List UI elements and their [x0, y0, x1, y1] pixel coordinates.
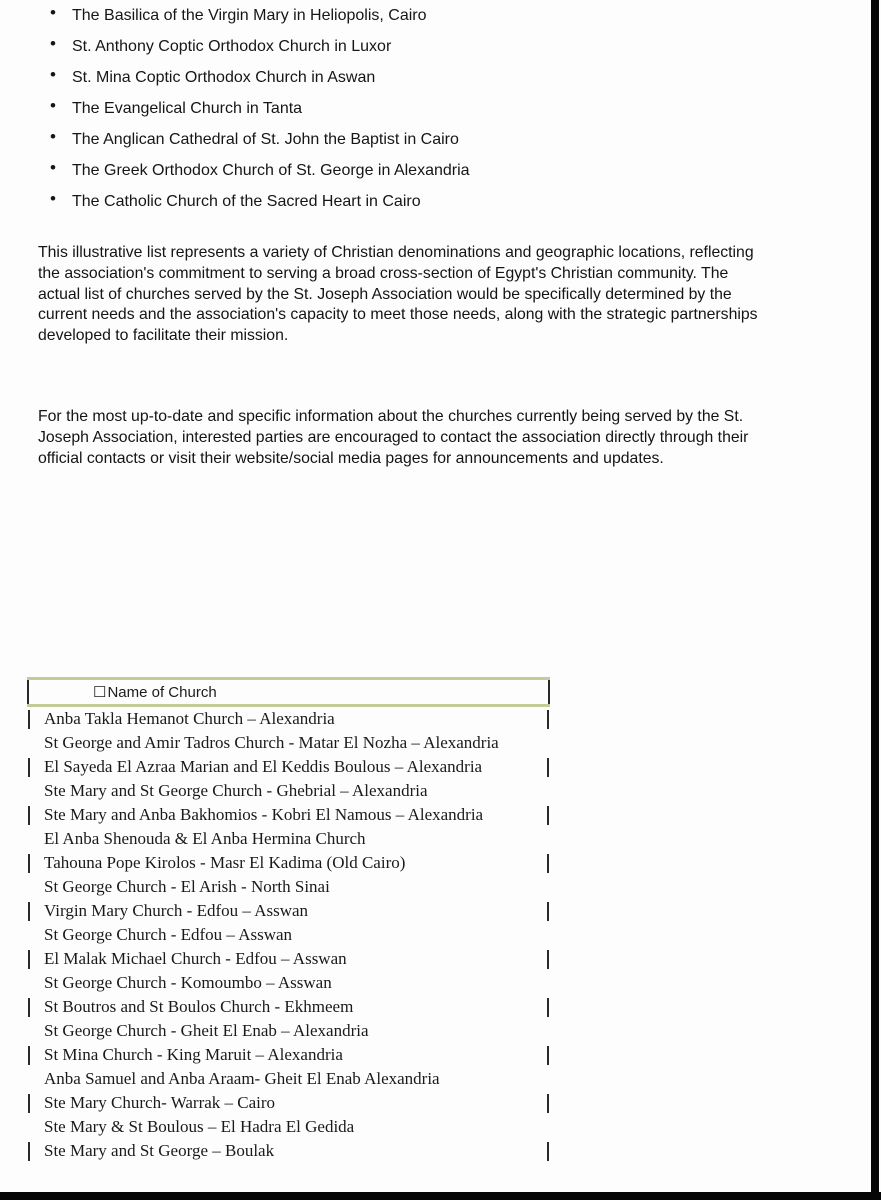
table-row	[28, 899, 549, 923]
church-name-cell: Virgin Mary Church - Edfou – Asswan	[28, 899, 549, 923]
table-row	[28, 803, 549, 827]
table-row	[28, 1043, 549, 1067]
table-row	[28, 1019, 549, 1043]
table-row	[28, 1139, 549, 1163]
bullet-item-text: The Evangelical Church in Tanta	[72, 100, 303, 117]
table-row	[28, 875, 549, 899]
table-row	[28, 851, 549, 875]
church-name-cell: Tahouna Pope Kirolos - Masr El Kadima (Old Cairo)	[28, 851, 549, 875]
bullet-item	[50, 31, 750, 62]
table-row	[28, 706, 549, 732]
church-name-cell: St George Church - Komoumbo – Asswan	[44, 973, 332, 992]
churches-table	[27, 677, 550, 1163]
table-row	[28, 779, 549, 803]
table-row	[28, 995, 549, 1019]
bullet-icon: •	[50, 65, 56, 84]
bullet-item-text: The Basilica of the Virgin Mary in Heliopolis, Cairo	[72, 7, 427, 24]
paragraph-contact-info: For the most up-to-date and specific information about the churches currently being served by the St. Joseph Association, interested parties are encouraged to contact the association directly through their official contacts or visit their website/social media pages for announcements and updates.	[38, 408, 749, 467]
bullet-item	[50, 0, 750, 31]
table-header-label: Name of Church	[107, 684, 217, 701]
bullet-item	[50, 155, 750, 186]
bullet-item	[50, 124, 750, 155]
church-name-cell: St George Church - Edfou – Asswan	[44, 925, 293, 944]
bullet-item-text: St. Anthony Coptic Orthodox Church in Luxor	[72, 38, 392, 55]
bullet-item	[50, 62, 750, 93]
bullet-icon: •	[50, 127, 56, 146]
bullet-item-text: St. Mina Coptic Orthodox Church in Aswan	[72, 69, 376, 86]
church-name-cell: Anba Takla Hemanot Church – Alexandria	[28, 706, 549, 732]
church-bullet-list	[50, 0, 750, 217]
bullet-icon: •	[50, 96, 56, 115]
bullet-item-text: The Greek Orthodox Church of St. George in Alexandria	[72, 162, 470, 179]
bullet-icon: •	[50, 34, 56, 53]
church-name-cell: Ste Mary and St George – Boulak	[28, 1139, 549, 1163]
bullet-item-text: The Anglican Cathedral of St. John the Baptist in Cairo	[72, 131, 459, 148]
table-row	[28, 1091, 549, 1115]
bullet-item-text: The Catholic Church of the Sacred Heart in Cairo	[72, 193, 421, 210]
church-name-cell: El Anba Shenouda & El Anba Hermina Church	[44, 829, 366, 848]
church-name-cell: El Sayeda El Azraa Marian and El Keddis Boulous – Alexandria	[28, 755, 549, 779]
church-name-cell: El Malak Michael Church - Edfou – Asswan	[28, 947, 549, 971]
church-name-cell: St George and Amir Tadros Church - Matar El Nozha – Alexandria	[44, 733, 499, 752]
church-name-cell: St Boutros and St Boulos Church - Ekhmeem	[28, 995, 549, 1019]
table-row	[28, 923, 549, 947]
bullet-icon: •	[50, 189, 56, 208]
scan-edge-band-bottom	[0, 1192, 881, 1200]
church-name-cell: Ste Mary & St Boulous – El Hadra El Gedida	[44, 1117, 355, 1136]
church-name-cell: Ste Mary and St George Church - Ghebrial – Alexandria	[44, 781, 428, 800]
bullet-icon: •	[50, 3, 56, 22]
table-row	[28, 1115, 549, 1139]
checkbox-icon: ☐	[93, 684, 107, 701]
church-name-cell: St George Church - Gheit El Enab – Alexandria	[44, 1021, 369, 1040]
table-header-row	[28, 679, 549, 706]
church-name-cell: Anba Samuel and Anba Araam- Gheit El Enab Alexandria	[44, 1069, 440, 1088]
table-row	[28, 827, 549, 851]
bullet-item	[50, 186, 750, 217]
table-row	[28, 1067, 549, 1091]
church-name-cell: Ste Mary and Anba Bakhomios - Kobri El Namous – Alexandria	[28, 803, 549, 827]
table-header-name-of-church	[28, 679, 549, 706]
table-row	[28, 947, 549, 971]
bullet-icon: •	[50, 158, 56, 177]
paragraph-illustrative-list: This illustrative list represents a variety of Christian denominations and geographic locations, reflecting the association's commitment to serving a broad cross-section of Egypt's Christian community. The actual list of churches served by the St. Joseph Association would be specifically determined by the current needs and the association's capacity to meet those needs, along with the strategic partnerships developed to facilitate their mission.	[38, 244, 758, 345]
table-row	[28, 971, 549, 995]
church-name-cell: St George Church - El Arish - North Sinai	[44, 877, 330, 896]
table-row	[28, 731, 549, 755]
bullet-item	[50, 93, 750, 124]
church-name-cell: Ste Mary Church- Warrak – Cairo	[28, 1091, 549, 1115]
table-row	[28, 755, 549, 779]
scan-edge-band-right	[871, 0, 879, 1200]
church-name-cell: St Mina Church - King Maruit – Alexandria	[28, 1043, 549, 1067]
